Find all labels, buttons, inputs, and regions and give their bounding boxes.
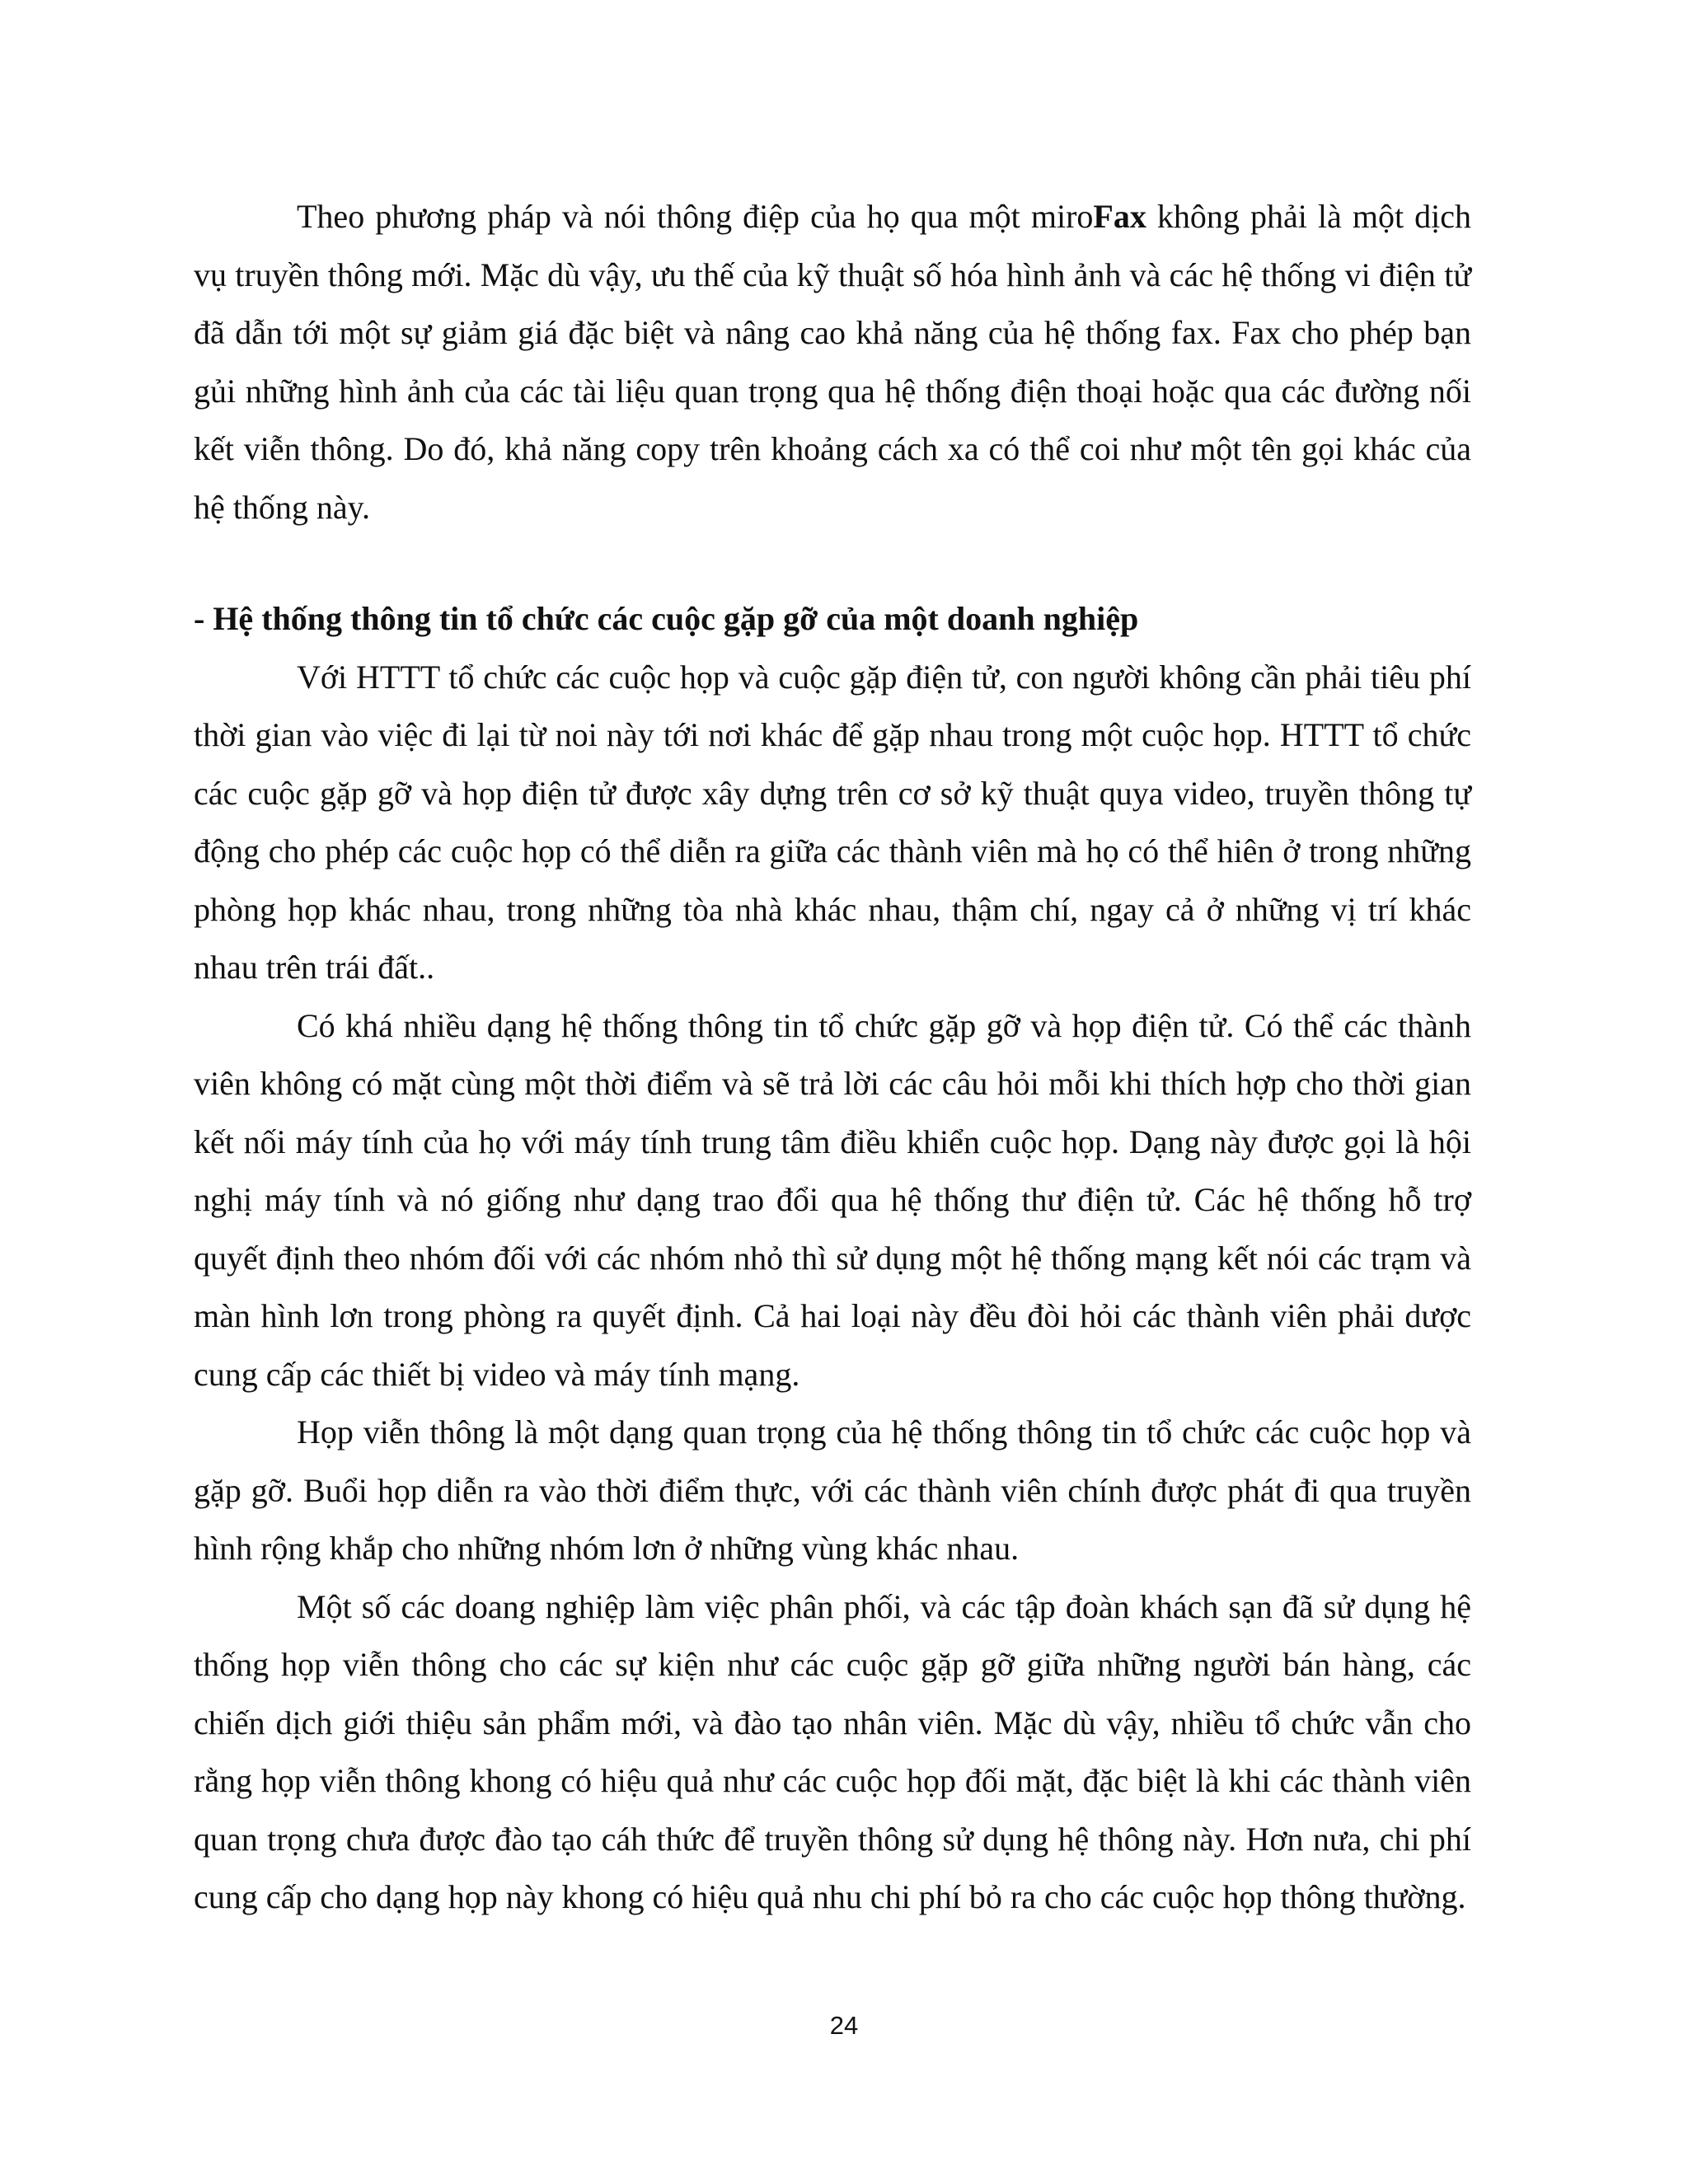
- section-heading: - Hệ thống thông tin tổ chức các cuộc gặp gỡ của một doanh nghiệp: [194, 600, 1139, 637]
- paragraph-fax-text-end: không phải là một dịch vụ truyền thông mới. Mặc dù vậy, ưu thế của kỹ thuật số hóa hình ảnh và các hệ thống vi điện tử đã dẫn tới một sự giảm giá đặc biệt và nâng cao khả năng của hệ thống fax. Fax cho phép bạn gủi những hình ảnh của các tài liệu quan trọng qua hệ thống điện thoại hoặc qua các đường nối kết viễn thông. Do đó, khả năng copy trên khoảng cách xa có thể coi như một tên gọi khác của hệ thống này.: [194, 198, 1472, 526]
- paragraph-fax: [194, 188, 1471, 537]
- paragraph-meeting-systems: Với HTTT tổ chức các cuộc họp và cuộc gặp điện tử, con người không cần phải tiêu phí thời gian vào việc đi lại từ noi này tới nơi khác để gặp nhau trong một cuộc họp. HTTT tổ chức các cuộc gặp gỡ và họp điện tử được xây dựng trên cơ sở kỹ thuật quya video, truyền thông tự động cho phép các cuộc họp có thể diễn ra giữa các thành viên mà họ có thể hiên ở trong những phòng họp khác nhau, trong những tòa nhà khác nhau, thậm chí, ngay cả ở những vị trí khác nhau trên trái đất..: [194, 658, 1471, 986]
- paragraph-fax-text-start: Theo phương pháp và nói thông điệp của họ qua một miro: [297, 198, 1094, 235]
- paragraph-teleconference-usage: Một số các doang nghiệp làm việc phân phối, và các tập đoàn khách sạn đã sử dụng hệ thống họp viễn thông cho các sự kiện như các cuộc gặp gỡ giữa những người bán hàng, các chiến dịch giới thiệu sản phẩm mới, và đào tạo nhân viên. Mặc dù vậy, nhiều tổ chức vẫn cho rằng họp viễn thông khong có hiệu quả như các cuộc họp đối mặt, đặc biệt là khi các thành viên quan trọng chưa được đào tạo cáh thức để truyền thông sử dụng hệ thông này. Hơn nưa, chi phí cung cấp cho dạng họp này khong có hiệu quả nhu chi phí bỏ ra cho các cuộc họp thông thường.: [194, 1587, 1471, 1915]
- paragraph-meeting-types: Có khá nhiều dạng hệ thống thông tin tổ chức gặp gỡ và họp điện tử. Có thể các thành viên không có mặt cùng một thời điểm và sẽ trả lời các câu hỏi mỗi khi thích hợp cho thời gian kết nối máy tính của họ với máy tính trung tâm điều khiển cuộc họp. Dạng này được gọi là hội nghị máy tính và nó giống như dạng trao đổi qua hệ thống thư điện tử. Các hệ thống hỗ trợ quyết định theo nhóm đối với các nhóm nhỏ thì sử dụng một hệ thống mạng kết nói các trạm và màn hình lơn trong phòng ra quyết định. Cả hai loại này đều đòi hỏi các thành viên phải dược cung cấp các thiết bị video và máy tính mạng.: [194, 1006, 1471, 1393]
- page-number: 24: [829, 2011, 859, 2040]
- page-body: [194, 188, 1471, 1927]
- paragraph-teleconference: Họp viễn thông là một dạng quan trọng của hệ thống thông tin tổ chức các cuộc họp và gặp gỡ. Buổi họp diễn ra vào thời điểm thực, với các thành viên chính được phát đi qua truyền hình rộng khắp cho những nhóm lơn ở những vùng khác nhau.: [194, 1413, 1471, 1567]
- paragraph-fax-bold-term: Fax: [1093, 198, 1146, 235]
